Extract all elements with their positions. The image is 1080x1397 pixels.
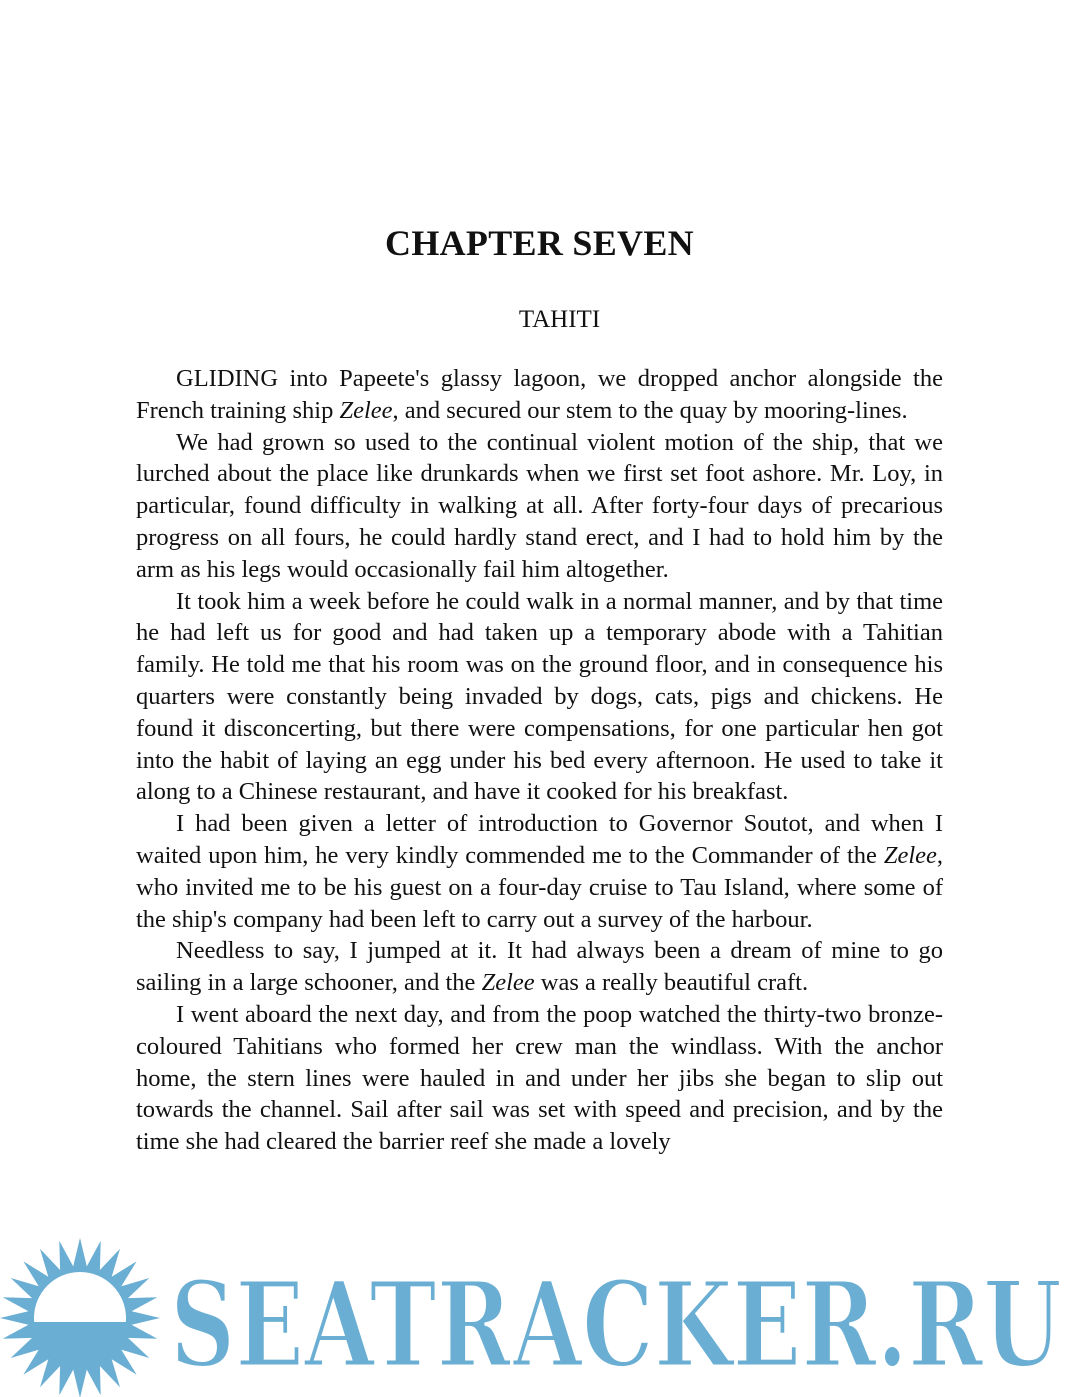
italic-ship-name: Zelee — [883, 841, 937, 869]
paragraph-text: GLIDING into Papeete's glassy lagoon, we dropped anchor alongside the French training ship — [136, 365, 943, 424]
sun-burst-icon — [0, 1238, 160, 1397]
chapter-title: CHAPTER SEVEN — [385, 223, 694, 263]
watermark — [0, 1236, 1080, 1397]
paragraph-text: We had grown so used to the continual violent motion of the ship, that we lurched about the place like drunkards when we first set foot ashore. Mr. Loy, in particular, found difficulty in walking at all. After forty-four days of precarious progress on all fours, he could hardly stand erect, and I had to hold him by the arm as his legs would occasionally fail him altogether. — [136, 428, 943, 583]
chapter-body — [136, 363, 943, 1158]
paragraph — [136, 935, 943, 999]
paragraph — [136, 363, 943, 427]
paragraph-text: I went aboard the next day, and from the poop watched the thirty-two bronze-coloured Tahitians who formed her crew man the windlass. With the anchor home, the stern lines were hauled in and under her jibs she began to slip out towards the channel. Sail after sail was set with speed and precision, and by the time she had cleared the barrier reef she made a lovely — [136, 1000, 943, 1156]
watermark-text: SEATRACKER.RU — [170, 1255, 1062, 1394]
italic-ship-name: Zelee — [339, 396, 393, 424]
chapter-subtitle: TAHITI — [518, 306, 601, 333]
paragraph — [136, 586, 943, 809]
italic-ship-name: Zelee — [481, 969, 535, 997]
paragraph — [136, 808, 943, 935]
paragraph — [136, 999, 943, 1158]
paragraph-text: was a really beautiful craft. — [534, 969, 809, 997]
paragraph-text: , and secured our stem to the quay by mooring-lines. — [392, 396, 908, 424]
paragraph-text: Needless to say, I jumped at it. It had always been a dream of mine to go sailing in a large schooner, and the — [136, 937, 943, 997]
paragraph-text: , who invited me to be his guest on a four-day cruise to Tau Island, where some of the ship's company had been left to carry out a survey of the harbour. — [136, 841, 943, 933]
paragraph-text: I had been given a letter of introduction to Governor Soutot, and when I waited upon him, he very kindly commended me to the Commander of the — [136, 810, 943, 869]
paragraph-text: It took him a week before he could walk in a normal manner, and by that time he had left us for good and had taken up a temporary abode with a Tahitian family. He told me that his room was on the ground floor, and in consequence his quarters were constantly being invaded by dogs, cats, pigs and chickens. He found it disconcerting, but there were compensations, for one particular hen got into the habit of laying an egg under his bed every afternoon. He used to take it along to a Chinese restaurant, and have it cooked for his breakfast. — [136, 587, 943, 806]
paragraph — [136, 427, 943, 586]
